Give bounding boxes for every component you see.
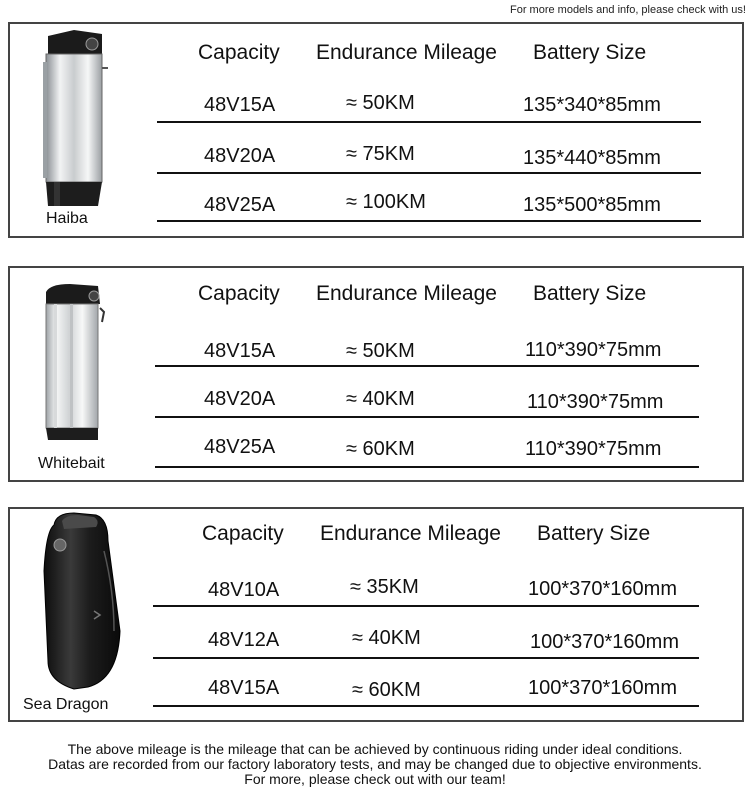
size-cell: 135*440*85mm bbox=[523, 147, 661, 169]
row-divider bbox=[155, 416, 699, 418]
capacity-cell: 48V15A bbox=[208, 677, 280, 699]
mileage-cell: ≈ 40KM bbox=[352, 627, 421, 649]
row-divider bbox=[155, 365, 699, 367]
row-divider bbox=[155, 466, 699, 468]
header-size: Battery Size bbox=[533, 41, 647, 64]
size-cell: 100*370*160mm bbox=[528, 677, 677, 699]
footer-line: For more, please check out with our team! bbox=[244, 771, 506, 787]
top-note: For more models and info, please check with us! bbox=[509, 4, 746, 16]
product-name: Sea Dragon bbox=[23, 696, 109, 713]
capacity-cell: 48V25A bbox=[204, 436, 276, 458]
header-size: Battery Size bbox=[533, 282, 647, 305]
row-divider bbox=[157, 121, 701, 123]
mileage-cell: ≈ 75KM bbox=[346, 143, 415, 165]
size-cell: 135*500*85mm bbox=[523, 194, 661, 216]
product-name: Whitebait bbox=[38, 455, 105, 472]
capacity-cell: 48V15A bbox=[204, 94, 276, 116]
mileage-cell: ≈ 60KM bbox=[346, 438, 415, 460]
size-cell: 110*390*75mm bbox=[525, 339, 662, 361]
mileage-cell: ≈ 100KM bbox=[346, 191, 426, 213]
product-name: Haiba bbox=[46, 210, 88, 227]
row-divider bbox=[153, 605, 699, 607]
header-mileage: Endurance Mileage bbox=[316, 282, 497, 305]
header-capacity: Capacity bbox=[198, 41, 280, 64]
footer-disclaimer bbox=[0, 742, 750, 787]
capacity-cell: 48V15A bbox=[204, 340, 276, 362]
row-divider bbox=[153, 657, 699, 659]
header-mileage: Endurance Mileage bbox=[316, 41, 497, 64]
size-cell: 110*390*75mm bbox=[525, 438, 662, 460]
mileage-cell: ≈ 50KM bbox=[346, 340, 415, 362]
mileage-cell: ≈ 35KM bbox=[350, 576, 419, 598]
footer-line: The above mileage is the mileage that can be achieved by continuous riding under ideal conditions. bbox=[67, 741, 683, 757]
size-cell: 110*390*75mm bbox=[527, 391, 664, 413]
capacity-cell: 48V20A bbox=[204, 145, 276, 167]
header-size: Battery Size bbox=[537, 522, 651, 545]
size-cell: 100*370*160mm bbox=[528, 578, 677, 600]
mileage-cell: ≈ 40KM bbox=[346, 388, 415, 410]
size-cell: 100*370*160mm bbox=[530, 631, 679, 653]
whitebait-battery-image bbox=[40, 282, 110, 450]
header-mileage: Endurance Mileage bbox=[320, 522, 501, 545]
row-divider bbox=[157, 220, 701, 222]
product-panel-sea-dragon bbox=[8, 507, 744, 722]
product-panel-whitebait bbox=[8, 266, 744, 482]
size-cell: 135*340*85mm bbox=[523, 94, 661, 116]
capacity-cell: 48V20A bbox=[204, 388, 276, 410]
mileage-cell: ≈ 50KM bbox=[346, 92, 415, 114]
header-capacity: Capacity bbox=[202, 522, 284, 545]
capacity-cell: 48V10A bbox=[208, 579, 280, 601]
capacity-cell: 48V25A bbox=[204, 194, 276, 216]
mileage-cell: ≈ 60KM bbox=[352, 679, 421, 701]
product-panel-haiba bbox=[8, 22, 744, 238]
sea-dragon-battery-image bbox=[34, 511, 134, 691]
footer-line: Datas are recorded from our factory laboratory tests, and may be changed due to objective environments. bbox=[48, 756, 702, 772]
row-divider bbox=[153, 705, 699, 707]
haiba-battery-image bbox=[40, 28, 112, 210]
header-capacity: Capacity bbox=[198, 282, 280, 305]
row-divider bbox=[157, 172, 701, 174]
capacity-cell: 48V12A bbox=[208, 629, 280, 651]
